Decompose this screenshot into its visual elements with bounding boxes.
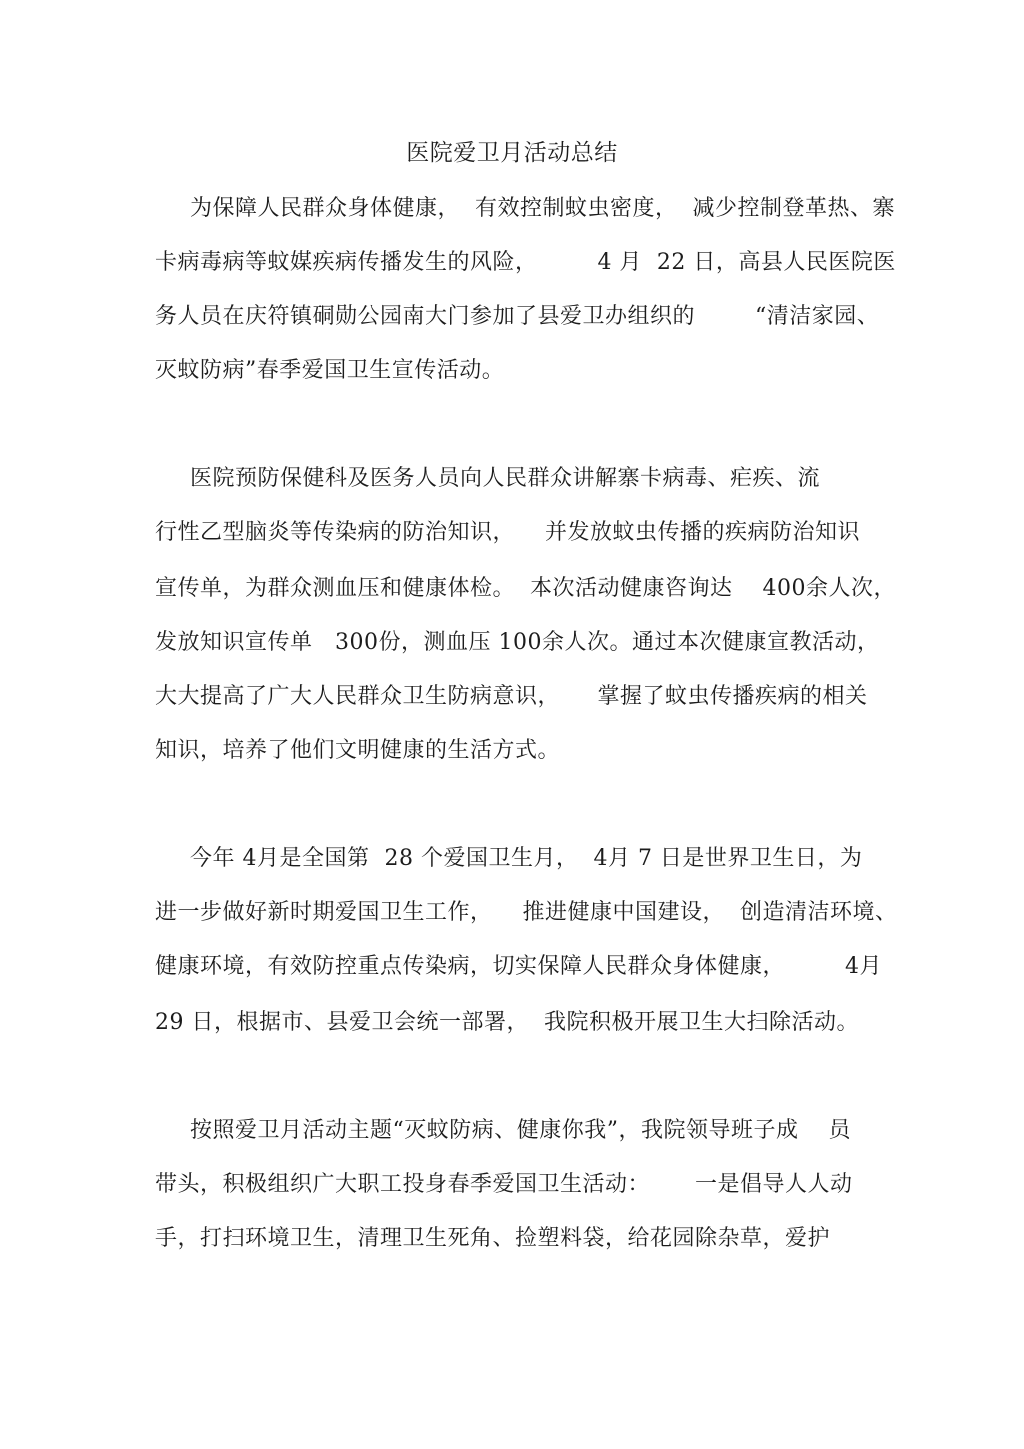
paragraph-4-line-2: 带头，积极组织广大职工投身春季爱国卫生活动： 一是倡导人人动 [155,1172,853,1197]
paragraph-2-line-4: 发放知识宣传单 300份，测血压 100余人次。通过本次健康宣教活动， [155,630,880,655]
paragraph-1-line-3: 务人员在庆符镇硐勋公园南大门参加了县爱卫办组织的 “清洁家园、 [155,304,880,329]
paragraph-3-line-3: 健康环境，有效防控重点传染病，切实保障人民群众身体健康， 4月 [155,954,882,979]
document-title: 医院爱卫月活动总结 [406,140,618,166]
paragraph-1-line-2: 卡病毒病等蚊媒疾病传播发生的风险， 4 月 22 日，高县人民医院医 [155,250,896,275]
paragraph-4-line-3: 手，打扫环境卫生，清理卫生死角、捡塑料袋，给花园除杂草，爱护 [155,1226,831,1251]
paragraph-1-line-1: 为保障人民群众身体健康， 有效控制蚊虫密度， 减少控制登革热、寨 [190,196,895,221]
paragraph-1-line-4: 灭蚊防病”春季爱国卫生宣传活动。 [155,358,505,383]
paragraph-3-line-2: 进一步做好新时期爱国卫生工作， 推进健康中国建设， 创造清洁环境、 [155,900,898,925]
paragraph-4-line-1: 按照爱卫月活动主题“灭蚊防病、健康你我”，我院领导班子成 员 [190,1118,851,1143]
paragraph-2-line-6: 知识，培养了他们文明健康的生活方式。 [155,738,561,763]
paragraph-2-line-3: 宣传单，为群众测血压和健康体检。 本次活动健康咨询达 400余人次， [155,576,896,601]
paragraph-2-line-1: 医院预防保健科及医务人员向人民群众讲解寨卡病毒、疟疾、流 [190,466,821,491]
paragraph-3-line-1: 今年 4月是全国第 28 个爱国卫生月， 4月 7 日是世界卫生日，为 [190,846,863,871]
paragraph-2-line-2: 行性乙型脑炎等传染病的防治知识， 并发放蚊虫传播的疾病防治知识 [155,520,860,545]
paragraph-2-line-5: 大大提高了广大人民群众卫生防病意识， 掌握了蚊虫传播疾病的相关 [155,684,868,709]
paragraph-3-line-4: 29 日，根据市、县爱卫会统一部署， 我院积极开展卫生大扫除活动。 [155,1010,859,1035]
